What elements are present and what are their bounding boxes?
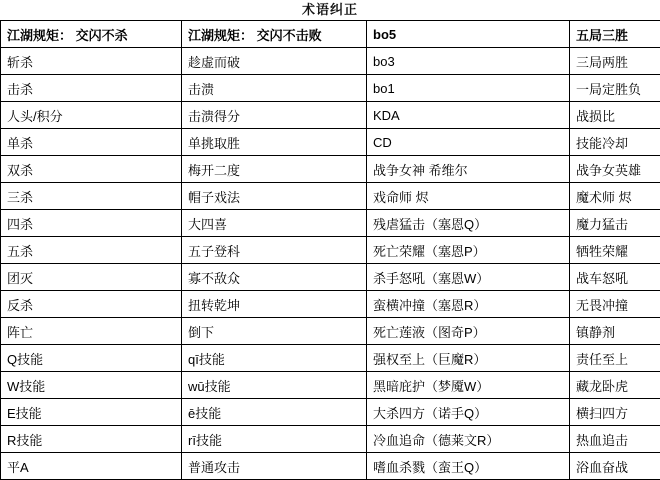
table-cell: 普通攻击: [182, 453, 367, 480]
table-cell: 强权至上（巨魔R）: [367, 345, 570, 372]
table-cell: 平A: [1, 453, 182, 480]
table-cell: 责任至上: [570, 345, 660, 372]
table-cell: 大杀四方（诺手Q）: [367, 399, 570, 426]
table-cell: 寡不敌众: [182, 264, 367, 291]
table-cell: 五局三胜: [570, 21, 660, 48]
table-cell: 蛮横冲撞（塞恩R）: [367, 291, 570, 318]
table-cell: 倒下: [182, 318, 367, 345]
table-row: [1, 75, 660, 102]
table-row: [1, 291, 660, 318]
table-cell: 梅开二度: [182, 156, 367, 183]
table-cell: 团灭: [1, 264, 182, 291]
table-cell: 大四喜: [182, 210, 367, 237]
page-title: 术语纠正: [0, 0, 660, 20]
table-row: [1, 129, 660, 156]
table-row: [1, 210, 660, 237]
table-row: [1, 48, 660, 75]
table-cell: 杀手怒吼（塞恩W）: [367, 264, 570, 291]
table-row: [1, 372, 660, 399]
table-cell: 江湖规矩： 交闪不杀: [1, 21, 182, 48]
table-row: [1, 21, 660, 48]
glossary-table: [0, 20, 660, 480]
table-cell: 一局定胜负: [570, 75, 660, 102]
table-cell: 帽子戏法: [182, 183, 367, 210]
table-row: [1, 399, 660, 426]
table-cell: 戏命师 烬: [367, 183, 570, 210]
table-row: [1, 156, 660, 183]
table-cell: R技能: [1, 426, 182, 453]
table-cell: 嗜血杀戮（蛮王Q）: [367, 453, 570, 480]
table-row: [1, 426, 660, 453]
table-cell: 单挑取胜: [182, 129, 367, 156]
table-cell: 牺牲荣耀: [570, 237, 660, 264]
table-cell: bo5: [367, 21, 570, 48]
table-cell: W技能: [1, 372, 182, 399]
glossary-table-body: [1, 21, 660, 480]
table-cell: 三杀: [1, 183, 182, 210]
table-row: [1, 102, 660, 129]
table-cell: bo3: [367, 48, 570, 75]
table-cell: 双杀: [1, 156, 182, 183]
table-cell: 战争女英雄: [570, 156, 660, 183]
table-cell: 四杀: [1, 210, 182, 237]
table-cell: E技能: [1, 399, 182, 426]
table-cell: 五杀: [1, 237, 182, 264]
table-row: [1, 264, 660, 291]
table-cell: 死亡莲液（图奇P）: [367, 318, 570, 345]
table-cell: 五子登科: [182, 237, 367, 264]
table-cell: 击溃: [182, 75, 367, 102]
table-cell: 横扫四方: [570, 399, 660, 426]
table-cell: 战争女神 希维尔: [367, 156, 570, 183]
table-cell: 黑暗庇护（梦魇W）: [367, 372, 570, 399]
table-cell: 镇静剂: [570, 318, 660, 345]
table-cell: 藏龙卧虎: [570, 372, 660, 399]
table-cell: 人头/积分: [1, 102, 182, 129]
table-cell: qī技能: [182, 345, 367, 372]
table-cell: 江湖规矩： 交闪不击败: [182, 21, 367, 48]
table-cell: CD: [367, 129, 570, 156]
table-cell: rī技能: [182, 426, 367, 453]
table-cell: 残虐猛击（塞恩Q）: [367, 210, 570, 237]
table-cell: 战损比: [570, 102, 660, 129]
table-cell: 阵亡: [1, 318, 182, 345]
table-cell: bo1: [367, 75, 570, 102]
table-cell: 冷血追命（德莱文R）: [367, 426, 570, 453]
table-cell: 热血追击: [570, 426, 660, 453]
table-cell: 击溃得分: [182, 102, 367, 129]
table-cell: 斩杀: [1, 48, 182, 75]
table-row: [1, 453, 660, 480]
table-cell: KDA: [367, 102, 570, 129]
table-cell: 战车怒吼: [570, 264, 660, 291]
table-cell: 击杀: [1, 75, 182, 102]
table-cell: 三局两胜: [570, 48, 660, 75]
table-cell: ē技能: [182, 399, 367, 426]
table-row: [1, 183, 660, 210]
table-cell: 无畏冲撞: [570, 291, 660, 318]
table-cell: 魔力猛击: [570, 210, 660, 237]
table-cell: 反杀: [1, 291, 182, 318]
table-cell: Q技能: [1, 345, 182, 372]
table-cell: 魔术师 烬: [570, 183, 660, 210]
table-row: [1, 345, 660, 372]
table-cell: 扭转乾坤: [182, 291, 367, 318]
table-cell: 浴血奋战: [570, 453, 660, 480]
table-cell: wū技能: [182, 372, 367, 399]
table-row: [1, 318, 660, 345]
table-cell: 技能冷却: [570, 129, 660, 156]
table-row: [1, 237, 660, 264]
table-cell: 死亡荣耀（塞恩P）: [367, 237, 570, 264]
table-cell: 趁虚而破: [182, 48, 367, 75]
table-cell: 单杀: [1, 129, 182, 156]
